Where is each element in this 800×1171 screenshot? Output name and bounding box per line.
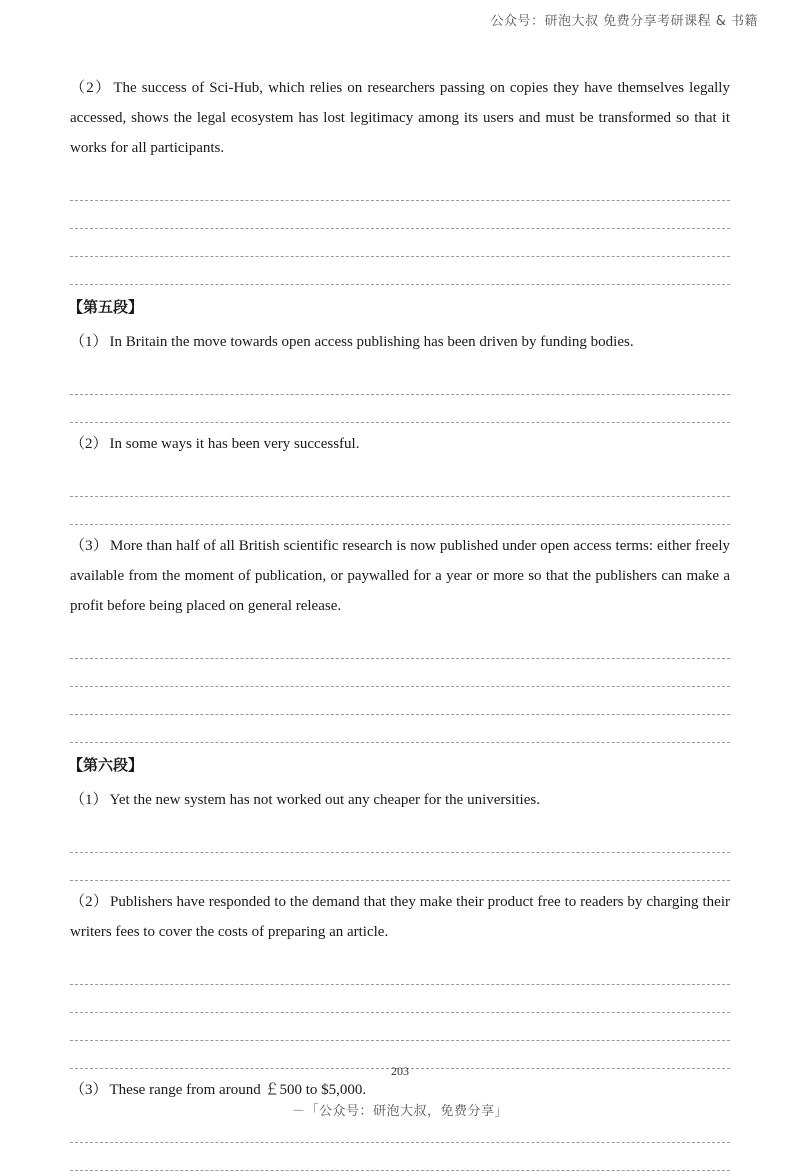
- writing-line[interactable]: [70, 1115, 730, 1143]
- writing-line[interactable]: [70, 687, 730, 715]
- sentence-text: [70, 73, 730, 163]
- writing-line[interactable]: [70, 825, 730, 853]
- worksheet-content: [70, 67, 730, 1171]
- writing-line[interactable]: [70, 715, 730, 743]
- translation-lines: [70, 1115, 730, 1171]
- sentence-body: In Britain the move towards open access publishing has been driven by funding bodies.: [109, 334, 634, 350]
- sentence-text: [70, 887, 730, 947]
- sentence-number: （1）: [70, 334, 108, 350]
- writing-line[interactable]: [70, 985, 730, 1013]
- sentence-block: [70, 73, 730, 285]
- writing-line[interactable]: [70, 853, 730, 881]
- footer-note: －「公众号：研泡大叔，免费分享」: [291, 1104, 508, 1119]
- sentence-text: [70, 785, 730, 815]
- writing-line[interactable]: [70, 257, 730, 285]
- translation-lines: [70, 631, 730, 743]
- sentence-block: [70, 429, 730, 525]
- sentence-text: [70, 327, 730, 357]
- header-note: 公众号：研泡大叔 免费分享考研课程 & 书籍: [490, 14, 758, 29]
- sentence-text: [70, 429, 730, 459]
- writing-line[interactable]: [70, 173, 730, 201]
- writing-line[interactable]: [70, 659, 730, 687]
- sentence-block: [70, 531, 730, 743]
- section-heading: 【第五段】: [68, 298, 144, 316]
- sentence-body: These range from around ￡500 to $5,000.: [109, 1082, 367, 1098]
- sentence-number: （2）: [70, 80, 112, 96]
- writing-line[interactable]: [70, 1143, 730, 1171]
- writing-line[interactable]: [70, 395, 730, 423]
- sentence-body: Yet the new system has not worked out any cheaper for the universities.: [109, 792, 540, 808]
- sentence-number: （3）: [70, 1082, 108, 1098]
- sentence-number: （2）: [70, 894, 109, 910]
- sentence-block: [70, 887, 730, 1069]
- writing-line[interactable]: [70, 1013, 730, 1041]
- translation-lines: [70, 957, 730, 1069]
- sentence-number: （2）: [70, 436, 108, 452]
- sentence-block: [70, 785, 730, 881]
- sentence-block: [70, 327, 730, 423]
- writing-line[interactable]: [70, 367, 730, 395]
- section-heading: 【第六段】: [68, 756, 144, 774]
- writing-line[interactable]: [70, 229, 730, 257]
- writing-line[interactable]: [70, 469, 730, 497]
- translation-lines: [70, 367, 730, 423]
- sentence-body: More than half of all British scientific research is now published under open access terms: either freely available from the moment of publication, or paywalled for a year or more so that the publishers can make a profit before being placed on general release.: [70, 538, 730, 614]
- sentence-text: [70, 531, 730, 621]
- page-number: 203: [391, 1064, 409, 1078]
- translation-lines: [70, 825, 730, 881]
- sentence-block: [70, 1075, 730, 1171]
- writing-line[interactable]: [70, 497, 730, 525]
- sentence-body: The success of Sci-Hub, which relies on researchers passing on copies they have themselves legally accessed, shows the legal ecosystem has lost legitimacy among its users and must be transformed so that it works for all participants.: [70, 80, 730, 156]
- writing-line[interactable]: [70, 201, 730, 229]
- sentence-body: Publishers have responded to the demand that they make their product free to readers by charging their writers fees to cover the costs of preparing an article.: [70, 894, 730, 940]
- writing-line[interactable]: [70, 957, 730, 985]
- writing-line[interactable]: [70, 631, 730, 659]
- sentence-number: （3）: [70, 538, 109, 554]
- translation-lines: [70, 173, 730, 285]
- sentence-body: In some ways it has been very successful.: [109, 436, 360, 452]
- sentence-number: （1）: [70, 792, 108, 808]
- translation-lines: [70, 469, 730, 525]
